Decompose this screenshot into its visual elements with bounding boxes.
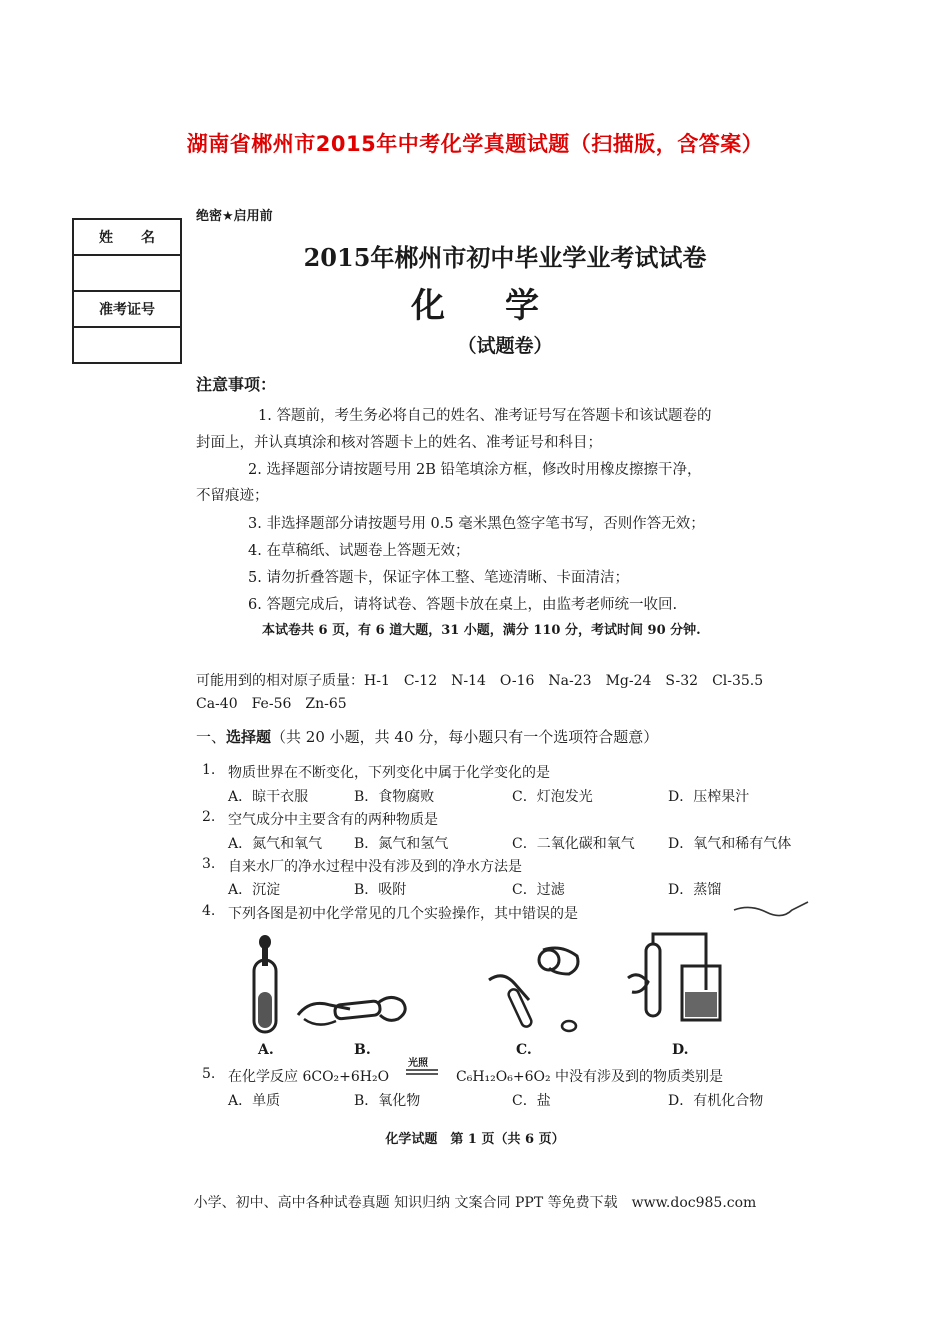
exam-title: 2015年郴州市初中毕业学业考试试卷	[303, 243, 707, 272]
question-text: 自来水厂的净水过程中没有涉及到的净水方法是	[228, 859, 522, 875]
figure-c-heating-setup	[485, 940, 585, 1035]
option-c: C．盐	[512, 1093, 551, 1109]
page-footer: 化学试题 第 1 页（共 6 页）	[385, 1132, 565, 1147]
option-c: C．灯泡发光	[512, 789, 593, 805]
document-title: 湖南省郴州市2015年中考化学真题试题（扫描版，含答案）	[186, 132, 764, 156]
atomic-masses-line1: 可能用到的相对原子质量：H-1 C-12 N-14 O-16 Na-23 Mg-24 S-32 Cl-35.5	[196, 673, 764, 689]
option-a: A．晾干衣服	[228, 789, 309, 805]
option-a: A．沉淀	[228, 882, 281, 898]
option-c: C．二氧化碳和氧气	[512, 836, 635, 852]
question-number: 2.	[202, 809, 216, 825]
figure-c-label: C.	[516, 1042, 532, 1058]
reaction-equals-sign	[404, 1068, 440, 1076]
paper-summary: 本试卷共 6 页，有 6 道大题，31 小题，满分 110 分，考试时间 90 分钟.	[262, 623, 701, 638]
option-b: B．食物腐败	[354, 789, 435, 805]
figure-b-tube-handling	[290, 985, 415, 1035]
figure-a-label: A.	[258, 1042, 274, 1058]
option-b: B．氧化物	[354, 1093, 421, 1109]
question-number: 1.	[202, 762, 216, 778]
paper-kind: （试题卷）	[457, 335, 553, 357]
figure-a-dropper-test-tube	[240, 930, 290, 1035]
option-d: D．蒸馏	[668, 882, 722, 898]
section-name: 选择题	[226, 728, 272, 746]
option-b: B．氮气和氢气	[354, 836, 449, 852]
notice-line: 5. 请勿折叠答题卡，保证字体工整、笔迹清晰、卡面清洁；	[248, 570, 629, 586]
question-number: 3.	[202, 856, 216, 872]
notice-line: 1. 答题前，考生务必将自己的姓名、准考证号写在答题卡和该试题卷的	[258, 408, 712, 424]
figure-b-label: B.	[354, 1042, 371, 1058]
question-text: 物质世界在不断变化，下列变化中属于化学变化的是	[228, 765, 550, 781]
question-text-after: C₆H₁₂O₆+6O₂ 中没有涉及到的物质类别是	[456, 1069, 724, 1085]
name-label: 姓 名	[73, 219, 181, 255]
question-text: 空气成分中主要含有的两种物质是	[228, 812, 438, 828]
section-number: 一、	[196, 728, 227, 746]
notice-line: 4. 在草稿纸、试题卷上答题无效；	[248, 543, 470, 559]
option-d: D．压榨果汁	[668, 789, 750, 805]
option-c: C．过滤	[512, 882, 565, 898]
option-a: A．单质	[228, 1093, 281, 1109]
section-heading	[196, 726, 658, 747]
figure-d-label: D.	[672, 1042, 689, 1058]
option-d: D．有机化合物	[668, 1093, 764, 1109]
secret-label: 绝密★启用前	[196, 209, 273, 224]
notice-line: 6. 答题完成后，请将试卷、答题卡放在桌上，由监考老师统一收回.	[248, 597, 678, 613]
notice-line: 不留痕迹；	[196, 488, 269, 504]
notice-heading: 注意事项：	[196, 375, 277, 394]
reaction-condition: 光照	[408, 1058, 428, 1069]
notice-line: 2. 选择题部分请按题号用 2B 铅笔填涂方框，修改时用橡皮擦擦干净，	[248, 462, 702, 478]
option-a: A．氮气和氧气	[228, 836, 323, 852]
ticket-label: 准考证号	[73, 291, 181, 327]
section-description: （共 20 小题，共 40 分，每小题只有一个选项符合题意）	[271, 728, 659, 746]
question-number: 4.	[202, 903, 216, 919]
pen-scribble-mark	[730, 898, 810, 920]
option-b: B．吸附	[354, 882, 407, 898]
question-text: 下列各图是初中化学常见的几个实验操作，其中错误的是	[228, 906, 578, 922]
subject-title: 化学	[411, 286, 599, 326]
atomic-masses-line2: Ca-40 Fe-56 Zn-65	[196, 696, 347, 712]
notice-line: 封面上，并认真填涂和核对答题卡上的姓名、准考证号和科目；	[196, 435, 602, 451]
option-d: D．氧气和稀有气体	[668, 836, 792, 852]
figure-d-gas-collection	[622, 930, 722, 1035]
question-number: 5.	[202, 1066, 216, 1082]
download-site-notice: 小学、初中、高中各种试卷真题 知识归纳 文案合同 PPT 等免费下载 www.doc985.com	[193, 1195, 757, 1211]
question-text-before: 在化学反应 6CO₂+6H₂O	[228, 1069, 390, 1085]
notice-line: 3. 非选择题部分请按题号用 0.5 毫米黑色签字笔书写，否则作答无效；	[248, 516, 705, 532]
